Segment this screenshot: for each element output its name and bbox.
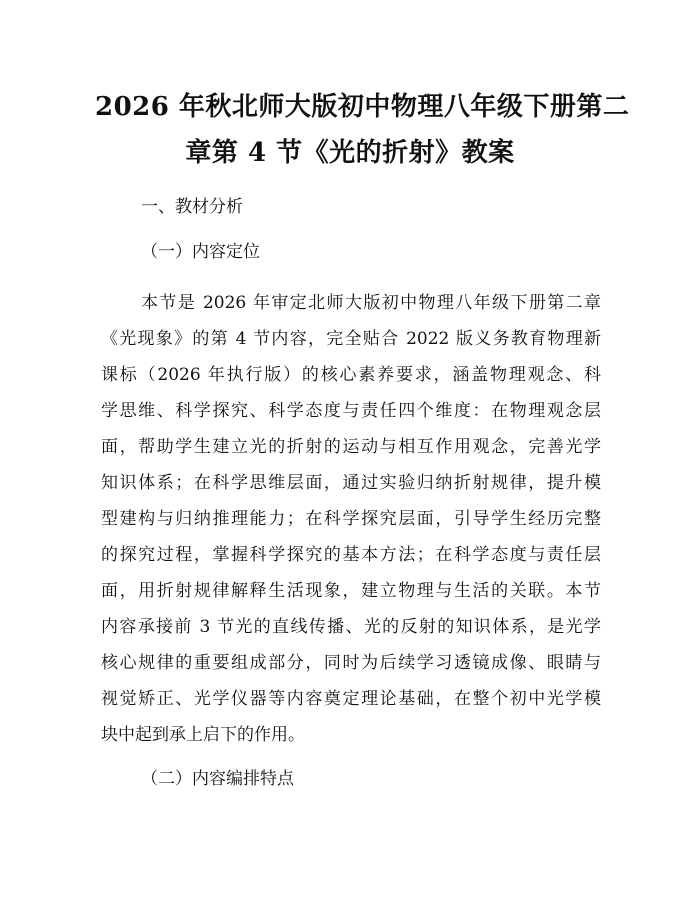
paragraph-line: 学思维、科学探究、科学态度与责任四个维度：在物理观念层 bbox=[101, 401, 601, 421]
subsection-heading-arrangement-features: （二）内容编排特点 bbox=[141, 769, 294, 789]
paragraph-line: 型建构与归纳推理能力；在科学探究层面，引导学生经历完整 bbox=[101, 509, 601, 529]
document-title-line-2: 章第 4 节《光的折射》教案 bbox=[185, 138, 515, 168]
paragraph-line: 面，用折射规律解释生活现象，建立物理与生活的关联。本节 bbox=[101, 581, 601, 601]
paragraph-line: 知识体系；在科学思维层面，通过实验归纳折射规律，提升模 bbox=[101, 473, 601, 493]
paragraph-line: 块中起到承上启下的作用。 bbox=[101, 725, 305, 745]
paragraph-line: 视觉矫正、光学仪器等内容奠定理论基础，在整个初中光学模 bbox=[101, 689, 601, 709]
body-paragraph bbox=[101, 285, 601, 753]
paragraph-line: 本节是 2026 年审定北师大版初中物理八年级下册第二章 bbox=[141, 293, 601, 313]
paragraph-line: 的探究过程，掌握科学探究的基本方法；在科学态度与责任层 bbox=[101, 545, 601, 565]
paragraph-line: 内容承接前 3 节光的直线传播、光的反射的知识体系，是光学 bbox=[101, 617, 601, 637]
document-title-line-1: 2026 年秋北师大版初中物理八年级下册第二 bbox=[95, 92, 630, 122]
paragraph-line: 核心规律的重要组成部分，同时为后续学习透镜成像、眼睛与 bbox=[101, 653, 601, 673]
paragraph-line: 课标（2026 年执行版）的核心素养要求，涵盖物理观念、科 bbox=[101, 365, 601, 385]
paragraph-line: 《光现象》的第 4 节内容，完全贴合 2022 版义务教育物理新 bbox=[101, 329, 601, 349]
section-heading-textbook-analysis: 一、教材分析 bbox=[141, 197, 243, 217]
paragraph-line: 面，帮助学生建立光的折射的运动与相互作用观念，完善光学 bbox=[101, 437, 601, 457]
subsection-heading-content-positioning: （一）内容定位 bbox=[141, 242, 260, 262]
